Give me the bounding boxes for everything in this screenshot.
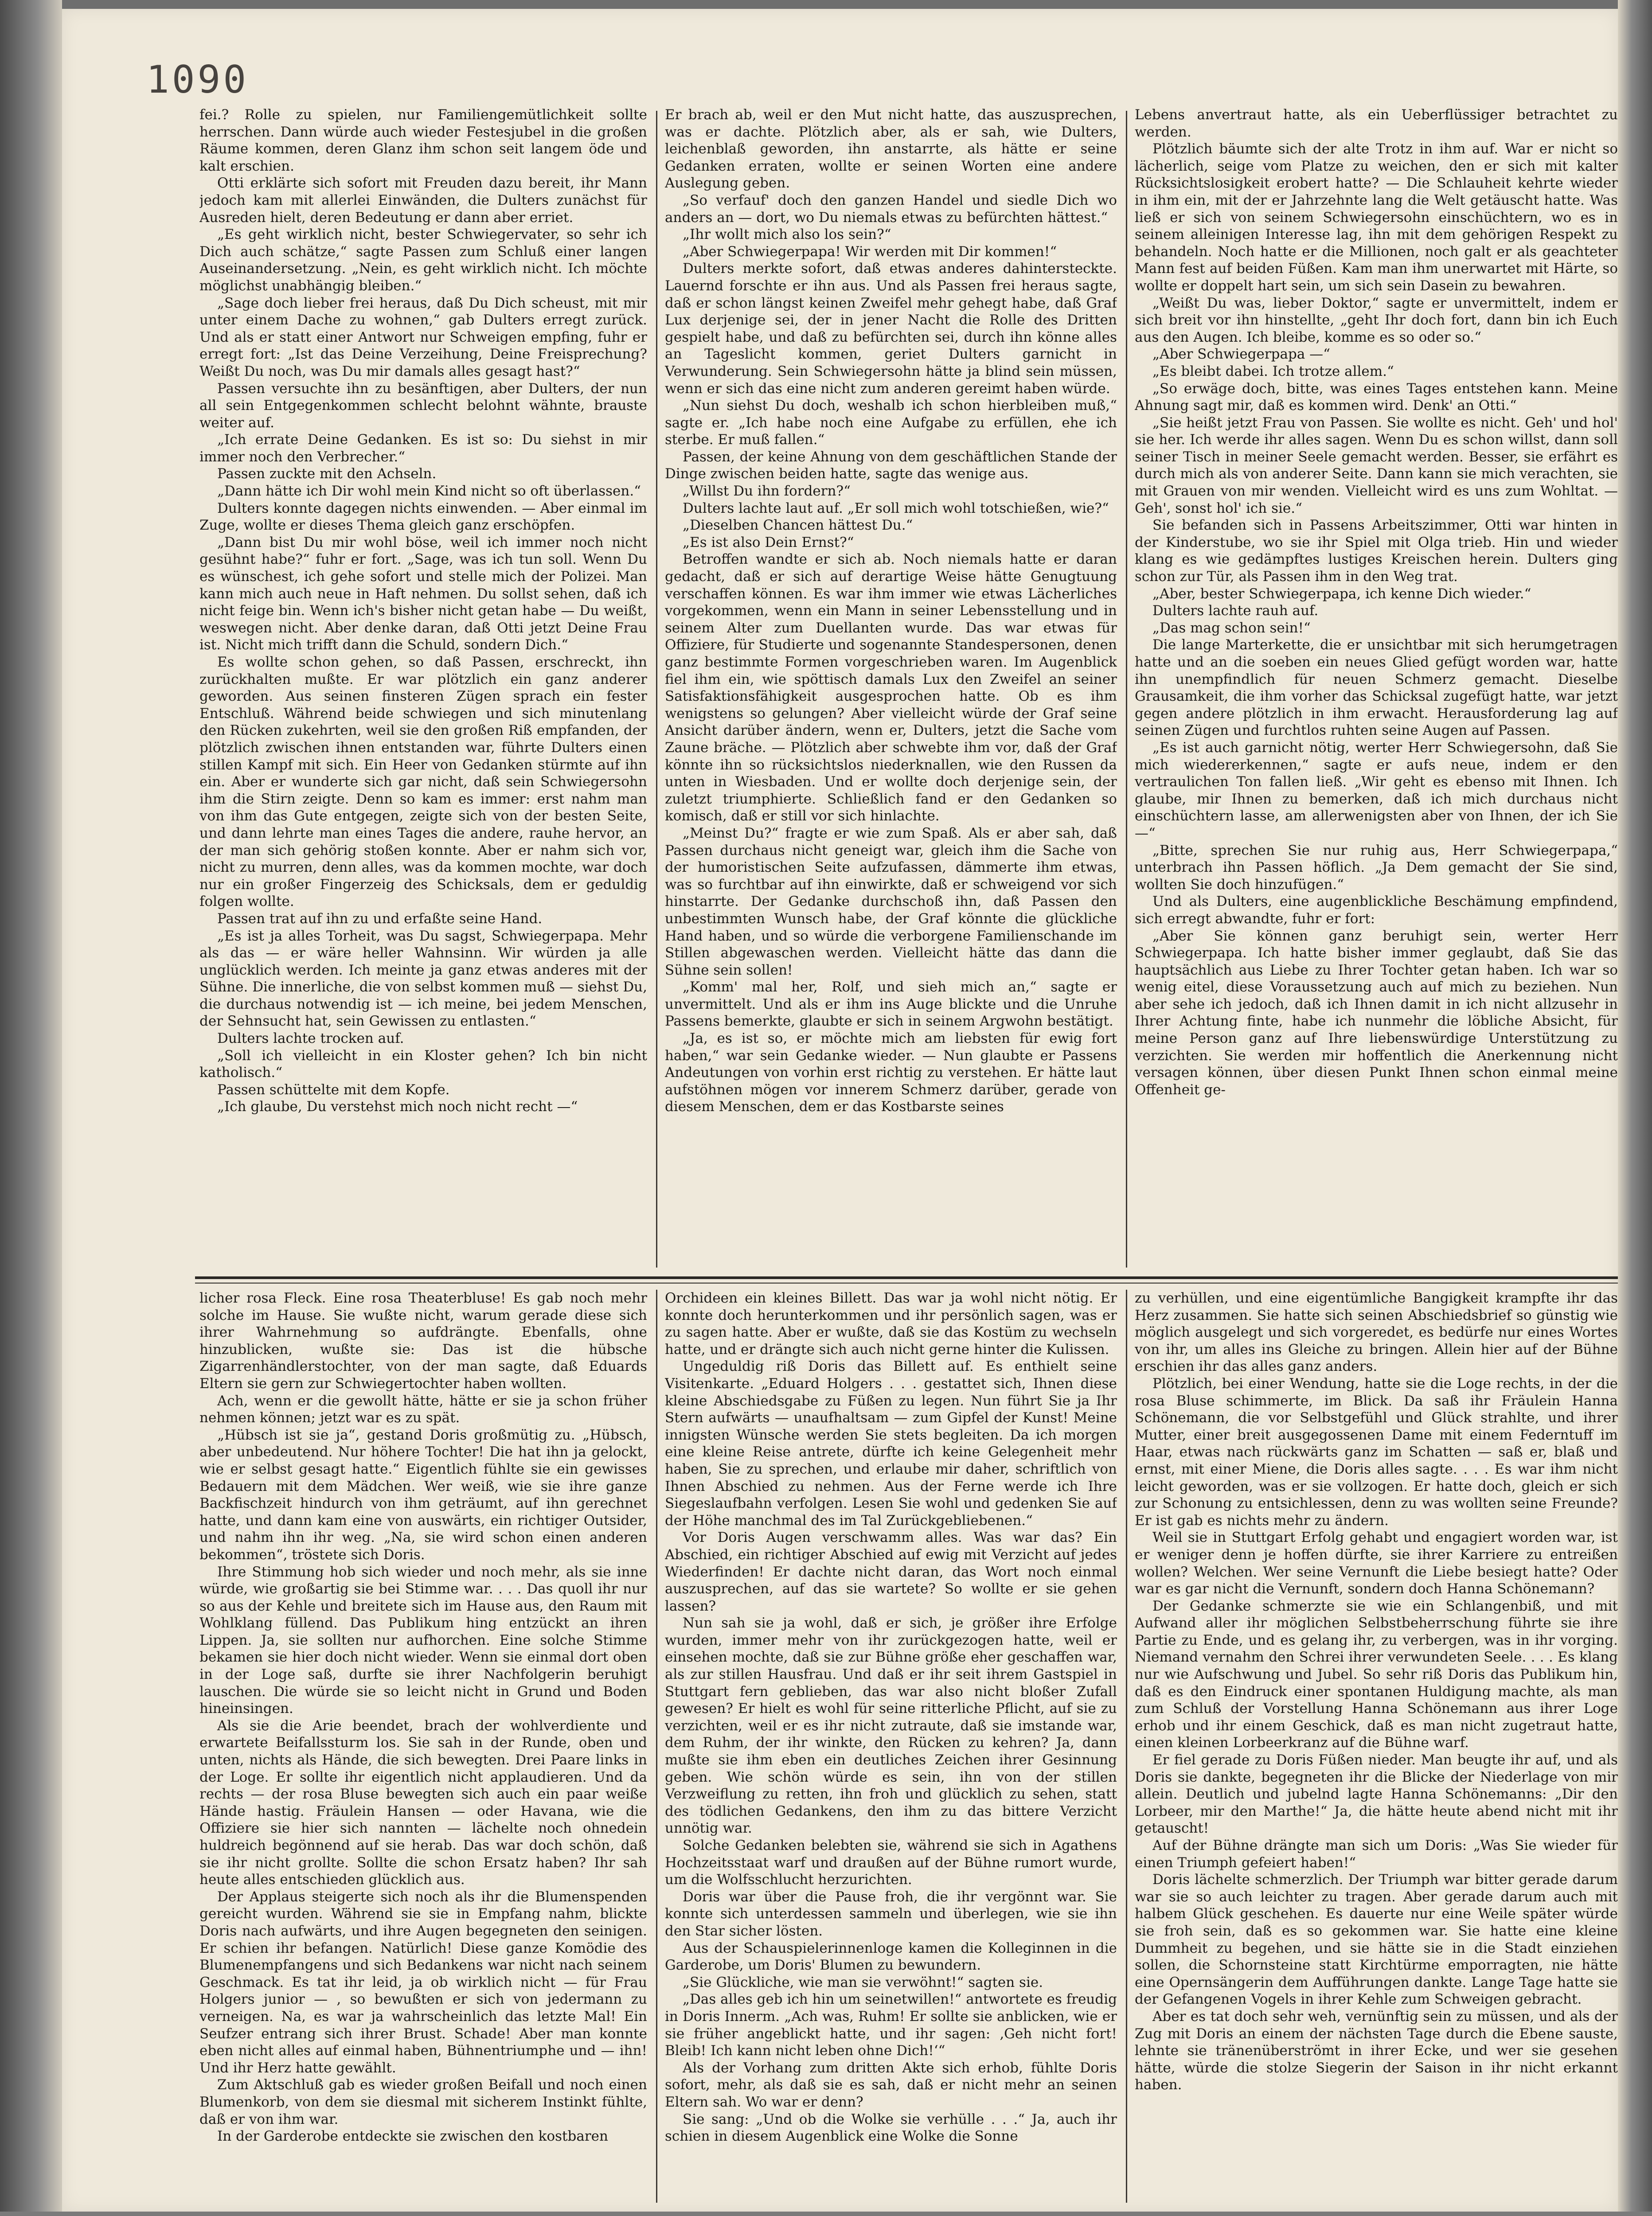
article-paragraph: Lebens anvertraut hatte, als ein Ueberflüssiger betrachtet zu werden. <box>1135 107 1618 140</box>
article-paragraph: Sie befanden sich in Passens Arbeitszimmer, Otti war hinten in der Kinderstube, wo sie ihr Spiel mit Olga trieb. Hin und wieder klang es wie gedämpftes lustiges Kreischen herein. Dulters ging schon zur Tür, als Passen ihm in den Weg trat. <box>1135 517 1618 585</box>
section-divider-rule-thin <box>195 1283 1618 1284</box>
article-paragraph: Auf der Bühne drängte man sich um Doris: „Was Sie wieder für einen Triumph gefeiert haben!“ <box>1135 1838 1618 1871</box>
article-paragraph: „Nun siehst Du doch, weshalb ich schon hierbleiben muß,“ sagte er. „Ich habe noch eine Aufgabe zu erfüllen, ehe ich sterbe. Er muß fallen.“ <box>665 398 1117 448</box>
article-paragraph: „Bitte, sprechen Sie nur ruhig aus, Herr Schwiegerpapa,“ unterbrach ihn Passen höflich. „Ja Dem gemacht der Sie sind, wollten Sie doch hinzufügen.“ <box>1135 842 1618 893</box>
article-paragraph: „Meinst Du?“ fragte er wie zum Spaß. Als er aber sah, daß Passen durchaus nicht geneigt war, gleich ihm die Sache von der humoristischen Seite aufzufassen, dämmerte ihm etwas, was so furchtbar auf ihn einwirkte, daß er schweigend vor sich hinstarrte. Der Gedanke durchschoß ihn, daß Passen den unbestimmten Wunsch habe, der Graf könnte die glückliche Hand haben, und so würde die verborgene Familienschande im Stillen abgewaschen werden. Vielleicht hätte das dann die Sühne sein sollen! <box>665 825 1117 978</box>
article-paragraph: „Dann hätte ich Dir wohl mein Kind nicht so oft überlassen.“ <box>217 483 641 499</box>
article-paragraph: Dulters lachte laut auf. „Er soll mich wohl totschießen, wie?“ <box>683 500 1109 516</box>
article-paragraph: „Es ist ja alles Torheit, was Du sagst, Schwiegerpapa. Mehr als das — er wäre heller Wahnsinn. Wir würden ja alle unglücklich werden. Ich meinte ja ganz etwas anderes mit der Sühne. Die innerliche, die von selbst kommen muß — siehst Du, die durchaus notwendig ist — ich meine, bei jedem Menschen, der Sehnsucht hat, sein Gewissen zu entlasten.“ <box>199 928 647 1030</box>
article-paragraph: Plötzlich, bei einer Wendung, hatte sie die Loge rechts, in der die rosa Bluse schimmerte, im Blick. Da saß ihr Fräulein Hanna Schönemann, die vor Selbstgefühl und Glück strahlte, und ihrer Mutter, einer breit ausgegossenen Dame mit einem Federntuff im Haar, etwas nach rückwärts ganz im Schatten — saß er, blaß und ernst, mit einer Miene, die Doris alles sagte. . . . Es war ihm nicht leicht geworden, was er sie vollzogen. Er hatte doch, gleich er sich zur Schonung zu entsichlessen, denn zu was wollten seine Freunde? Er ist gab es nichts mehr zu ändern. <box>1135 1375 1618 1529</box>
article-paragraph: Ach, wenn er die gewollt hätte, hätte er sie ja schon früher nehmen können; jetzt war es zu spät. <box>199 1393 647 1426</box>
article-paragraph: „Weißt Du was, lieber Doktor,“ sagte er unvermittelt, indem er sich breit vor ihn hinstellte, „geht Ihr doch fort, dann bin ich Euch aus den Augen. Ich bleibe, komme es so oder so.“ <box>1135 295 1618 345</box>
article-paragraph: Als sie die Arie beendet, brach der wohlverdiente und erwartete Beifallssturm los. Sie sah in der Runde, oben und unten, nichts als Hände, die sich bewegten. Drei Paare links in der Loge. Er sollte ihr eigentlich nicht applaudieren. Und da rechts — der rosa Bluse bewegten sich auch ein paar weiße Hände hastig. Fräulein Hansen — oder Havana, wie die Offiziere sie hier sich nannten — lächelte noch ohnedein huldreich begönnend auf sie herab. Das war doch schön, daß sie ihr nicht grollte. Sollte die schon Ersatz haben? Ihr sah heute alles entschieden glücklich aus. <box>199 1717 647 1888</box>
article-paragraph: Betroffen wandte er sich ab. Noch niemals hatte er daran gedacht, daß er sich auf derartige Weise hätte Genugtuung verschaffen können. Es war ihm immer wie etwas Lächerliches vorgekommen, wenn ein Mann in seiner Lebensstellung und in seinem Alter zum Duellanten wurde. Das war etwas für Offiziere, für Studierte und sogenannte Standespersonen, denen ganz bestimmte Formen vorgeschrieben waren. Im Augenblick fiel ihm ein, wie spöttisch damals Lux den Zweifel an seiner Satisfaktionsfähigkeit ausgesprochen hatte. Ob es ihm wenigstens so gelungen? Aber vielleicht würde der Graf seine Ansicht darüber ändern, wenn er, Dulters, jetzt die Sache vom Zaune bräche. — Plötzlich aber schwebte ihm vor, daß der Graf könnte ihn so rücksichtslos niederknallen, wie den Russen da unten in Wiesbaden. Und er wollte doch derjenige sein, der zuletzt triumphierte. Schließlich fand er den Gedanken so komisch, daß er still vor sich hinlachte. <box>665 551 1117 824</box>
article-paragraph: Der Applaus steigerte sich noch als ihr die Blumenspenden gereicht wurden. Während sie sie in Empfang nahm, blickte Doris nach aufwärts, und ihre Augen begegneten den seinigen. Er schien ihr befangen. Natürlich! Diese ganze Komödie des Blumenempfangens und sich Bedankens war nicht nach seinem Geschmack. Es tat ihr leid, ja ob wirklich nicht — für Frau Holgers junior — , so bewußten er sich von jedermann zu verneigen. Na, es war ja wahrscheinlich das letzte Mal! Ein Seufzer entrang sich ihrer Brust. Schade! Aber man konnte eben nicht alles auf einmal haben, Bühnentriumphe und — ihn! Und ihr Herz hatte gewählt. <box>199 1888 647 2076</box>
article-paragraph: „Hübsch ist sie ja“, gestand Doris großmütig zu. „Hübsch, aber unbedeutend. Nur höhere Tochter! Die hat ihn ja gelockt, wie er selbst gesagt hatte.“ Eigentlich fühlte sie ein gewisses Bedauern mit dem Mädchen. Wer weiß, wie sie ihre ganze Backfischzeit hindurch von ihm geträumt, auf ihn gerechnet hatte, und dann kam eine von auswärts, ein richtiger Outsider, und nahm ihn ihr weg. „Na, sie wird schon einen anderen bekommen“, tröstete sich Doris. <box>199 1427 647 1563</box>
column-divider <box>1126 111 1127 1268</box>
article-paragraph: Dulters lachte rauh auf. <box>1152 603 1319 619</box>
article-paragraph: Ungeduldig riß Doris das Billett auf. Es enthielt seine Visitenkarte. „Eduard Holgers . . . gestattet sich, Ihnen diese kleine Abschiedsgabe zu Füßen zu legen. Nun führt Sie ja Ihr Stern aufwärts — unaufhaltsam — zum Gipfel der Kunst! Meine innigsten Wünsche werden Sie stets begleiten. Da ich morgen eine kleine Reise antrete, dürfte ich keine Gelegenheit mehr haben, Sie zu sprechen, und erlaube mir daher, schriftlich von Ihnen Abschied zu nehmen. Aus der Ferne werde ich Ihre Siegeslaufbahn verfolgen. Lesen Sie wohl und gedenken Sie auf der Höhe manchmal des im Tal Zurückgebliebenen.“ <box>665 1358 1117 1529</box>
article-paragraph: „So erwäge doch, bitte, was eines Tages entstehen kann. Meine Ahnung sagt mir, daß es kommen wird. Denk' an Otti.“ <box>1135 380 1618 414</box>
article-paragraph: Nun sah sie ja wohl, daß er sich, je größer ihre Erfolge wurden, immer mehr von ihr zurückgezogen hatte, weil er einsehen mochte, daß sie zur Bühne größe eher geschaffen war, als zur stillen Hausfrau. Und daß er ihr seit ihrem Gastspiel in Stuttgart fern geblieben, das war also nicht bloßer Zufall gewesen? Er hielt es wohl für seine ritterliche Pflicht, auf sie zu verzichten, weil er es ihr nicht zutraute, daß sie imstande war, dem Ruhm, der ihr winkte, den Rücken zu kehren? Ja, dann mußte sie ihm eben ein deutliches Zeichen ihrer Gesinnung geben. Wie schön würde es sein, ihn von der stillen Verzweiflung zu retten, ihn froh und glücklich zu sehen, statt des tödlichen Gedankens, den ihm zu das bittere Verzicht unnötig war. <box>665 1615 1117 1837</box>
article-paragraph: Aus der Schauspielerinnenloge kamen die Kolleginnen in die Garderobe, um Doris' Blumen zu bewundern. <box>665 1940 1117 1974</box>
article-paragraph: „Aber Schwiegerpapa! Wir werden mit Dir kommen!“ <box>683 243 1057 260</box>
page-number: 1090 <box>146 58 249 102</box>
article-paragraph: „Ich errate Deine Gedanken. Es ist so: Du siehst in mir immer noch den Verbrecher.“ <box>199 432 647 465</box>
column-divider <box>656 111 657 1268</box>
article-paragraph: „Willst Du ihn fordern?“ <box>683 483 851 499</box>
bottom-column-2 <box>665 1290 1117 2203</box>
article-paragraph: Passen schüttelte mit dem Kopfe. <box>217 1081 450 1098</box>
article-paragraph: „Dieselben Chancen hättest Du.“ <box>683 517 913 534</box>
article-paragraph: Otti erklärte sich sofort mit Freuden dazu bereit, ihr Mann jedoch kam mit allerlei Einwänden, die Dulters zunächst für Ausreden hielt, deren Bedeutung er dann aber erriet. <box>199 175 647 226</box>
article-paragraph: Dulters konnte dagegen nichts einwenden. — Aber einmal im Zuge, wollte er dieses Thema gleich ganz erschöpfen. <box>199 500 647 534</box>
article-paragraph: Solche Gedanken belebten sie, während sie sich in Agathens Hochzeitsstaat warf und draußen auf der Bühne rumort wurde, um die Wolfsschlucht herzurichten. <box>665 1838 1117 1888</box>
article-paragraph: Weil sie in Stuttgart Erfolg gehabt und engagiert worden war, ist er weniger denn je hoffen dürfte, sie ihrer Karriere zu entreißen wollen? Welchen. Wer seine Vernunft die Liebe besiegt hatte? Oder war es gar nicht die Vernunft, sondern doch Hanna Schönemann? <box>1135 1529 1618 1597</box>
article-paragraph: Als der Vorhang zum dritten Akte sich erhob, fühlte Doris sofort, mehr, als daß sie es sah, daß er nicht mehr an seinen Eltern sah. Wo war er denn? <box>665 2060 1117 2110</box>
article-paragraph: „Sage doch lieber frei heraus, daß Du Dich scheust, mit mir unter einem Dache zu wohnen,“ gab Dulters erregt zurück. Und als er statt einer Antwort nur Schweigen empfing, fuhr er erregt fort: „Ist das Deine Verzeihung, Deine Freisprechung? Weißt Du noch, was Du mir damals alles gesagt hast?“ <box>199 295 647 379</box>
article-paragraph: „Es geht wirklich nicht, bester Schwiegervater, so sehr ich Dich auch schätze,“ sagte Passen zum Schluß einer langen Auseinandersetzung. „Nein, es geht wirklich nicht. Ich möchte möglichst unabhängig bleiben.“ <box>199 226 647 294</box>
article-paragraph: fei.? Rolle zu spielen, nur Familiengemütlichkeit sollte herrschen. Dann würde auch wieder Festesjubel in die großen Räume kommen, deren Glanz ihm schon seit langem öde und kalt erschien. <box>199 107 647 174</box>
article-paragraph: Vor Doris Augen verschwamm alles. Was war das? Ein Abschied, ein richtiger Abschied auf ewig mit Verzicht auf jedes Wiederfinden! Er dachte nicht daran, das Wort noch einmal auszusprechen, auf das sie wartete? So wollte er sie gehen lassen? <box>665 1529 1117 1614</box>
scan-background-bottom <box>0 2212 1652 2216</box>
article-paragraph: Dulters merkte sofort, daß etwas anderes dahintersteckte. Lauernd forschte er ihn aus. Und als Passen frei heraus sagte, daß er schon längst keinen Zweifel mehr gehegt habe, daß Graf Lux derjenige sei, der in jener Nacht die Rolle des Dritten gespielt habe, und daß zu befürchten sei, durch ihn könne alles an Tageslicht kommen, geriet Dulters garnicht in Verwunderung. Sein Schwiegersohn hätte ja blind sein müssen, wenn er sich das eine nicht zum anderen gereimt haben würde. <box>665 261 1117 397</box>
article-paragraph: „Es ist also Dein Ernst?“ <box>683 534 854 550</box>
newspaper-page <box>62 9 1618 2212</box>
bottom-column-3 <box>1135 1290 1618 2203</box>
bottom-column-1 <box>199 1290 647 2203</box>
article-paragraph: „Aber Sie können ganz beruhigt sein, werter Herr Schwiegerpapa. Ich hatte bisher immer geglaubt, daß Sie das hauptsächlich aus Liebe zu Ihrer Tochter getan haben. Ich war so wenig eitel, diese Voraussetzung auch auf mich zu beziehen. Nun aber sehe ich jedoch, daß ich Ihnen damit in ich nicht allzusehr in Ihrer Achtung finte, habe ich nunmehr die löbliche Absicht, für meine Person ganz auf Ihre liebenswürdige Unterstützung zu verzichten. Sie werden mir hoffentlich die Anerkennung nicht versagen können, über diesen Punkt Ihnen schon einmal meine Offenheit ge- <box>1135 928 1618 1098</box>
article-paragraph: „Soll ich vielleicht in ein Kloster gehen? Ich bin nicht katholisch.“ <box>199 1047 647 1081</box>
article-paragraph: „Sie Glückliche, wie man sie verwöhnt!“ sagten sie. <box>683 1974 1043 1990</box>
article-paragraph: licher rosa Fleck. Eine rosa Theaterbluse! Es gab noch mehr solche im Hause. Sie wußte nicht, warum gerade diese sich ihrer Wahrnehmung so aufdrängte. Ebenfalls, ohne hinzublicken, wußte sie: Das ist die hübsche Zigarrenhändlerstochter, von der man sagte, daß Eduards Eltern sie gern zur Schwiegertochter haben wollten. <box>199 1290 647 1392</box>
article-paragraph: „Es bleibt dabei. Ich trotze allem.“ <box>1152 363 1394 379</box>
article-paragraph: Der Gedanke schmerzte sie wie ein Schlangenbiß, und mit Aufwand aller ihr möglichen Selbstbeherrschung führte sie ihre Partie zu Ende, und es gelang ihr, zu verbergen, was in ihr vorging. Niemand vernahm den Schrei ihrer verwundeten Seele. . . . Es klang nur wie Aufschwung und Jubel. So sehr riß Doris das Publikum hin, daß es den Eindruck einer spontanen Huldigung machte, als man zum Schluß der Vorstellung Hanna Schönemann aus ihrer Loge erhob und ihr einem Geschick, daß es man nicht zugetraut hatte, einen kleinen Lorbeerkranz auf die Bühne warf. <box>1135 1598 1618 1751</box>
article-paragraph: Er brach ab, weil er den Mut nicht hatte, das auszusprechen, was er dachte. Plötzlich aber, als er sah, wie Dulters, leichenblaß geworden, ihn anstarrte, als hätte er seine Gedanken erraten, wollte er seinen Worten eine andere Auslegung geben. <box>665 107 1117 191</box>
article-paragraph: Passen versuchte ihn zu besänftigen, aber Dulters, der nun all sein Entgegenkommen schlecht belohnt wähnte, brauste weiter auf. <box>199 380 647 431</box>
article-paragraph: Passen zuckte mit den Achseln. <box>217 466 437 482</box>
article-paragraph: Dulters lachte trocken auf. <box>217 1030 404 1047</box>
article-paragraph: Die lange Marterkette, die er unsichtbar mit sich herumgetragen hatte und an die soeben ein neues Glied gefügt worden war, hatte ihn unempfindlich für neuen Schmerz gemacht. Dieselbe Grausamkeit, die ihm vorher das Schicksal zugefügt hatte, war jetzt gegen andere plötzlich in ihm erwacht. Herausforderung lag auf seinen Zügen und furchtlos ruhten seine Augen auf Passen. <box>1135 637 1618 739</box>
article-paragraph: Aber es tat doch sehr weh, vernünftig sein zu müssen, und als der Zug mit Doris an einem der nächsten Tage durch die Ebene sauste, lehnte sie tränenüberströmt in ihrer Ecke, und wer sie gesehen hätte, würde die stolze Siegerin der Saison in ihr nicht erkannt haben. <box>1135 2008 1618 2093</box>
article-paragraph: „Ja, es ist so, er möchte mich am liebsten für ewig fort haben,“ war sein Gedanke wieder. — Nun glaubte er Passens Andeutungen von vorhin erst richtig zu verstehen. Er hätte laut aufstöhnen mögen vor innerem Schmerz darüber, gerade von diesem Menschen, dem er das Kostbarste seines <box>665 1030 1117 1115</box>
column-divider <box>656 1290 657 2203</box>
book-gutter-left <box>0 0 62 2216</box>
section-divider-rule <box>195 1276 1618 1279</box>
article-paragraph: „Das mag schon sein!“ <box>1152 620 1311 636</box>
article-paragraph: Passen trat auf ihn zu und erfaßte seine Hand. <box>217 910 543 927</box>
article-paragraph: In der Garderobe entdeckte sie zwischen den kostbaren <box>217 2128 608 2145</box>
article-paragraph: „Aber Schwiegerpapa —“ <box>1152 346 1331 363</box>
page-stack-right <box>1618 0 1652 2216</box>
article-paragraph: „Das alles geb ich hin um seinetwillen!“ antwortete es freudig in Doris Innerm. „Ach was, Ruhm! Er sollte sie anblicken, wie er sie früher angeblickt hatte, und ihr sagen: ‚Geh nicht fort! Bleib! Ich kann nicht leben ohne Dich!‘“ <box>665 1991 1117 2059</box>
article-paragraph: „Ihr wollt mich also los sein?“ <box>683 226 891 243</box>
article-paragraph: Orchideen ein kleines Billett. Das war ja wohl nicht nötig. Er konnte doch herunterkommen und ihr persönlich sagen, was er zu sagen hatte. Aber er wußte, daß sie das Kostüm zu wechseln hatte, und er drängte sich auch nicht gerne hinter die Kulissen. <box>665 1290 1117 1358</box>
top-column-2 <box>665 106 1117 1263</box>
top-column-3 <box>1135 106 1618 1263</box>
article-paragraph: zu verhüllen, und eine eigentümliche Bangigkeit krampfte ihr das Herz zusammen. Sie hatte sich seinen Abschiedsbrief so günstig wie möglich ausgelegt und sich vorgeredet, es bedürfe nur eines Wortes von ihr, um alles ins Gleiche zu bringen. Allein hier auf der Bühne erschien ihr das alles ganz anders. <box>1135 1290 1618 1375</box>
article-paragraph: Er fiel gerade zu Doris Füßen nieder. Man beugte ihr auf, und als Doris sie dankte, begegneten ihr die Blicke der Niederlage von mir allein. Deutlich und jubelnd lagte Hanna Schönemanns: „Dir den Lorbeer, mir den Marthe!“ Ja, die hätte heute abend nicht mit ihr getauscht! <box>1135 1752 1618 1837</box>
top-column-1 <box>199 106 647 1263</box>
article-paragraph: Es wollte schon gehen, so daß Passen, erschreckt, ihn zurückhalten mußte. Er war plötzlich ein ganz anderer geworden. Aus seinen finsteren Zügen sprach ein fester Entschluß. Während beide schwiegen und sich minutenlang den Rücken zukehrten, weil sie den großen Riß empfanden, der plötzlich zwischen ihnen entstanden war, führte Dulters einen stillen Kampf mit sich. Ein Heer von Gedanken stürmte auf ihn ein. Aber er wunderte sich gar nicht, daß sein Schwiegersohn ihm die Stirn zeigte. Denn so kam es immer: erst nahm man von ihm das Gute entgegen, zeigte sich von der besten Seite, und dann lehrte man eines Tages die andere, rauhe hervor, an der man sich gehörig stoßen konnte. Aber er nahm sich vor, nicht zu murren, denn alles, was da kommen mochte, war doch nur ein großer Fingerzeig des Schicksals, dem er geduldig folgen wollte. <box>199 654 647 910</box>
article-paragraph: „Es ist auch garnicht nötig, werter Herr Schwiegersohn, daß Sie mich wiedererkennen,“ sagte er aufs neue, indem er den vertraulichen Ton fallen ließ. „Wir geht es ebenso mit Ihnen. Ich glaube, mir Ihnen zu bemerken, daß ich mich durchaus nicht einschüchtern lasse, am allerwenigsten aber von Ihnen, der ich Sie —“ <box>1135 739 1618 841</box>
article-paragraph: Plötzlich bäumte sich der alte Trotz in ihm auf. War er nicht so lächerlich, seige vom Platze zu weichen, den er sich mit kalter Rücksichtslosigkeit erobert hatte? — Die Schlauheit kehrte wieder in ihm ein, mit der er Jahrzehnte lang die Welt getäuscht hatte. Was ließ er sich von seinem Schwiegersohn einschüchtern, wo es in seinem alleinigen Interesse lag, ihn mit dem gehörigen Respekt zu behandeln. Noch hatte er die Millionen, noch galt er als geachteter Mann fest auf beiden Füßen. Kam man ihm unerwartet mit Härte, so wollte er doppelt hart sein, um sich sein Dasein zu bewahren. <box>1135 141 1618 294</box>
article-paragraph: „Ich glaube, Du verstehst mich noch nicht recht —“ <box>217 1099 578 1115</box>
article-paragraph: „Aber, bester Schwiegerpapa, ich kenne Dich wieder.“ <box>1152 585 1531 602</box>
article-paragraph: Sie sang: „Und ob die Wolke sie verhülle . . .“ Ja, auch ihr schien in diesem Augenblick eine Wolke die Sonne <box>665 2111 1117 2145</box>
column-divider <box>1126 1290 1127 2203</box>
article-paragraph: „Dann bist Du mir wohl böse, weil ich immer noch nicht gesühnt habe?“ fuhr er fort. „Sage, was ich tun soll. Wenn Du es wünschest, ich gehe sofort und stelle mich der Polizei. Man kann mich auch neue in Haft nehmen. Du sollst sehen, daß ich nicht feige bin. Wenn ich's bisher nicht getan habe — Du weißt, weswegen nicht. Aber denke daran, daß Otti jetzt Deine Frau ist. Nicht mich trifft dann die Schuld, sondern Dich.“ <box>199 534 647 653</box>
article-paragraph: Passen, der keine Ahnung von dem geschäftlichen Stande der Dinge zwischen beiden hatte, sagte das wenige aus. <box>665 449 1117 482</box>
article-paragraph: Doris war über die Pause froh, die ihr vergönnt war. Sie konnte sich unterdessen sammeln und überlegen, wie sie ihn den Star sicher lösten. <box>665 1888 1117 1939</box>
article-paragraph: „Sie heißt jetzt Frau von Passen. Sie wollte es nicht. Geh' und hol' sie her. Ich werde ihr alles sagen. Wenn Du es schon willst, dann soll seiner Tisch in meiner Seele gemacht werden. Besser, sie erfährt es durch mich als von anderer Seite. Dann kann sie mich verachten, sie mit Grauen von mir wenden. Vielleicht wird es uns zum Wohltat. — Geh', sonst hol' ich sie.“ <box>1135 414 1618 516</box>
article-paragraph: Zum Aktschluß gab es wieder großen Beifall und noch einen Blumenkorb, von dem sie diesmal mit sicherem Instinkt fühlte, daß er von ihm war. <box>199 2077 647 2127</box>
article-paragraph: Und als Dulters, eine augenblickliche Beschämung empfindend, sich erregt abwandte, fuhr er fort: <box>1135 893 1618 927</box>
article-paragraph: Doris lächelte schmerzlich. Der Triumph war bitter gerade darum war sie so auch leichter zu tragen. Aber gerade darum auch mit halbem Glück geschehen. Es dauerte nur eine Weile später würde sie froh sein, daß es so gekommen war. Sie hatte eine kleine Dummheit zu begehen, und sie hätte sie in die Stadt einziehen sollen, die Schornsteine statt Kirchtürme emporragten, nie hätte eine Opernsängerin dem Aufführungen dankte. Lange Tage hatte sie der Gefangenen Vogels in ihrer Kehle zum Schweigen gebracht. <box>1135 1872 1618 2008</box>
article-paragraph: Ihre Stimmung hob sich wieder und noch mehr, als sie inne würde, wie großartig sie bei Stimme war. . . . Das quoll ihr nur so aus der Kehle und breitete sich im Hause aus, den Raum mit Wohlklang füllend. Das Publikum hing entzückt an ihren Lippen. Ja, sie sollten nur aufhorchen. Eine solche Stimme bekamen sie hier doch nicht wieder. Wenn sie einmal dort oben in der Loge saß, durfte sie ihrer Nachfolgerin beruhigt lauschen. Die würde sie so leicht nicht in Grund und Boden hineinsingen. <box>199 1564 647 1717</box>
article-paragraph: „So verfauf' doch den ganzen Handel und siedle Dich wo anders an — dort, wo Du niemals etwas zu befürchten hättest.“ <box>665 192 1117 226</box>
article-paragraph: „Komm' mal her, Rolf, und sieh mich an,“ sagte er unvermittelt. Und als er ihm ins Auge blickte und die Unruhe Passens bemerkte, glaubte er sich in seinem Argwohn bestätigt. <box>665 979 1117 1030</box>
